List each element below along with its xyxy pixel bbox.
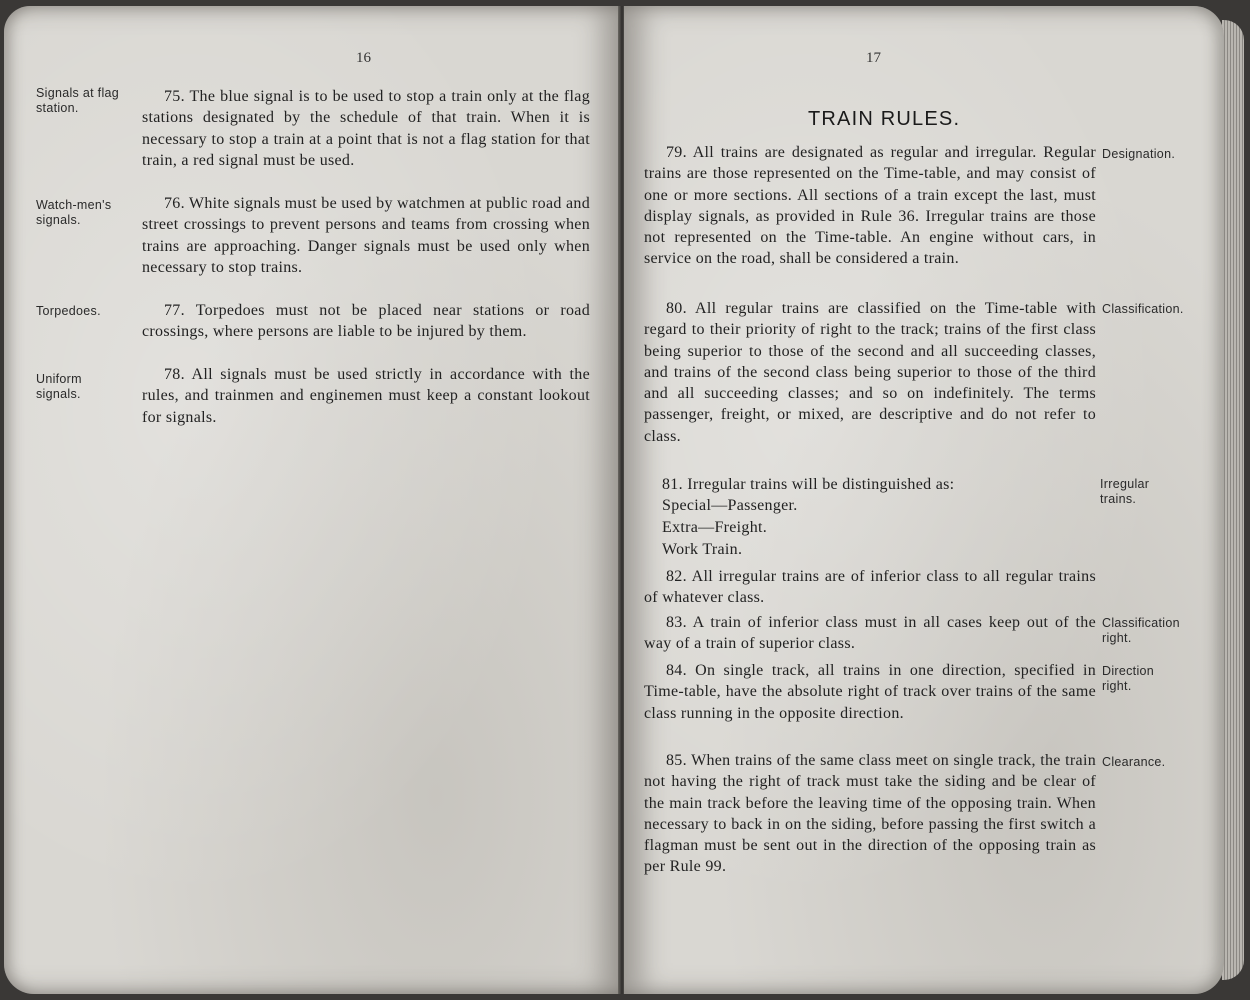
side-note: Classification.	[1102, 302, 1184, 316]
page-edges	[1222, 20, 1244, 980]
page-number: 17	[866, 50, 881, 66]
rule-79: 79. All trains are designated as regular and irregular. Regular trains are those represented on the Time-table, and may consist of one or more sections. All sections of a train except the last, must display signals, as provided in Rule 36. Irregular trains are those not represented on the Time-table. An engine without cars, in service on the road, shall be considered a train.	[644, 144, 1096, 268]
page-number: 16	[356, 50, 371, 66]
side-note: Torpedoes.	[36, 304, 101, 318]
side-note: Designation.	[1102, 147, 1176, 161]
rule-75: 75. The blue signal is to be used to stop a train only at the flag stations designated by the schedule of that train. When it is necessary to stop a train at a point that is not a flag station for that train, a red signal must be used.	[142, 88, 590, 169]
rule-82: 82. All irregular trains are of inferior class to all regular trains of whatever class.	[644, 568, 1096, 607]
rule-83: 83. A train of inferior class must in all cases keep out of the way of a train of superior class.	[644, 614, 1096, 653]
list-item: Special—Passenger.	[662, 497, 798, 514]
right-page	[624, 6, 1224, 994]
rule-77: 77. Torpedoes must not be placed near stations or road crossings, where persons are liable to be injured by them.	[142, 302, 590, 341]
side-note: Direction right.	[1102, 664, 1155, 693]
side-note: Watch-men's signals.	[36, 198, 112, 227]
rule-78: 78. All signals must be used strictly in accordance with the rules, and trainmen and enginemen must keep a constant lookout for signals.	[142, 366, 590, 426]
list-item: Work Train.	[662, 541, 743, 558]
rule-85: 85. When trains of the same class meet on single track, the train not having the right of track must take the siding and be clear of the main track before the leaving time of the opposing train. When necessary to back in on the siding, before passing the first switch a flagman must be sent out in the direction of the opposing train as per Rule 99.	[644, 752, 1096, 876]
rule-80: 80. All regular trains are classified on the Time-table with regard to their priority of right to the track; trains of the first class being superior to those of the second and all succeeding classes, and trains of the second class being superior to those of the third and all succeeding classes; and so on indefinitely. The terms passenger, freight, or mixed, are descriptive and do not refer to class.	[644, 300, 1096, 445]
side-note: Clearance.	[1102, 755, 1166, 769]
list-item: Extra—Freight.	[662, 519, 768, 536]
side-note: Uniform signals.	[36, 372, 82, 401]
rule-81: 81. Irregular trains will be distinguished as:	[662, 476, 955, 493]
rule-76: 76. White signals must be used by watchmen at public road and street crossings to prevent persons and teams from crossing when trains are approaching. Danger signals must be used only when necessary to stop trains.	[142, 195, 590, 276]
section-heading: TRAIN RULES.	[808, 108, 961, 130]
left-page	[4, 6, 620, 994]
side-note: Signals at flag station.	[36, 86, 120, 115]
side-note: Irregular trains.	[1100, 477, 1150, 506]
rule-84: 84. On single track, all trains in one direction, specified in Time-table, have the absolute right of track over trains of the same class running in the opposite direction.	[644, 662, 1096, 722]
side-note: Classification right.	[1102, 616, 1180, 645]
